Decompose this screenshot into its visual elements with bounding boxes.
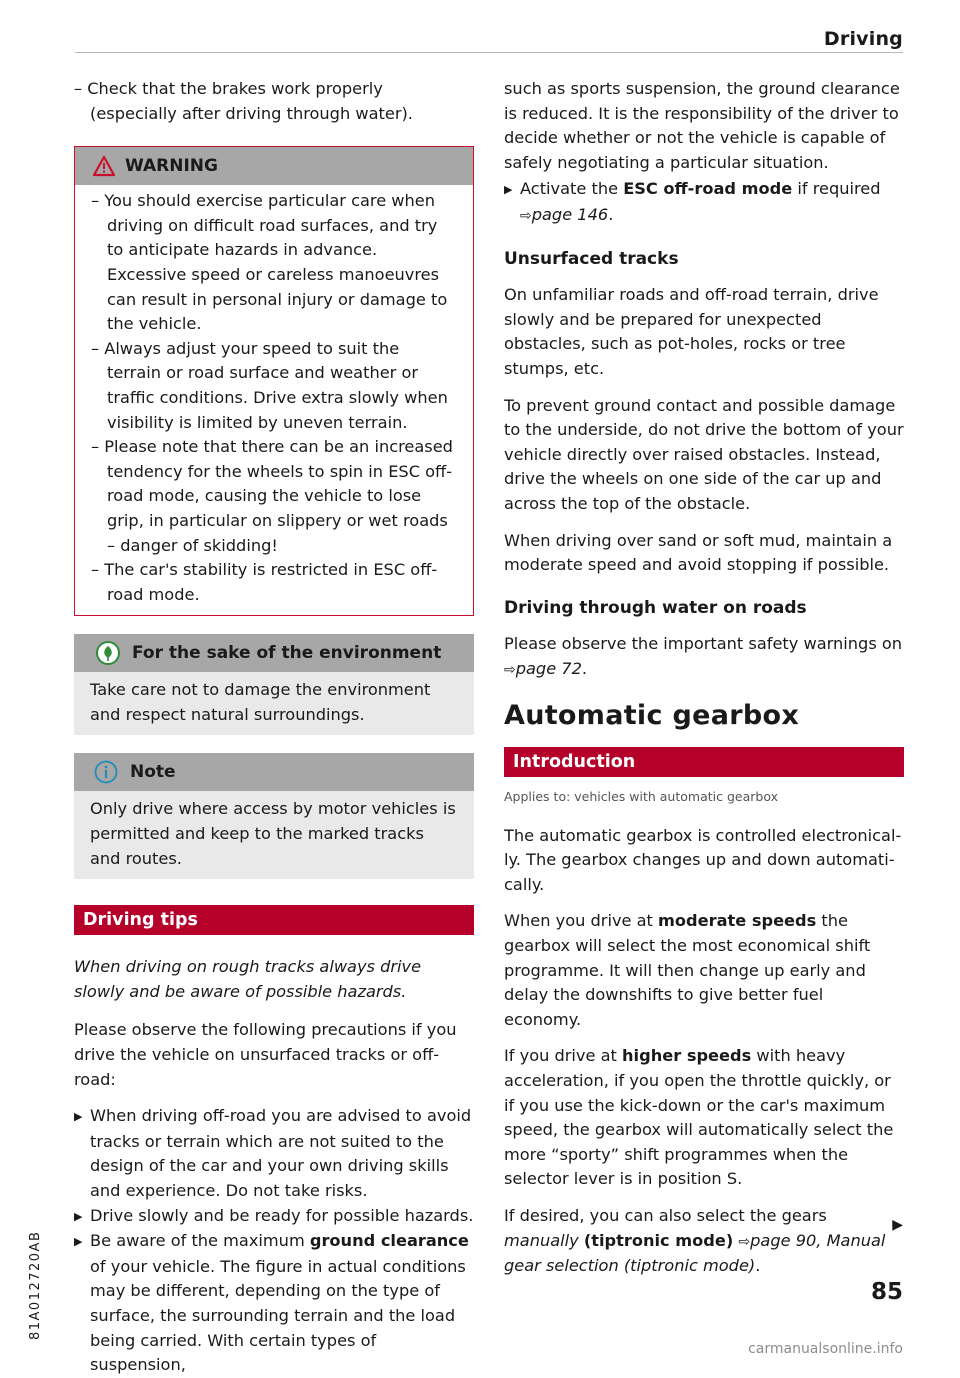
document-code: 81A012720AB — [28, 1230, 43, 1340]
continued-text: such as sports suspension, the ground clearance is reduced. It is the responsibility of the driver to decide whether or not the vehicle is capable of safely negotiating a particular situation. — [504, 79, 900, 172]
header-rule — [75, 52, 903, 53]
running-header: Driving — [823, 28, 903, 50]
bullet-arrow-icon: ▶ — [74, 1209, 83, 1223]
higher-speeds-term: higher speeds — [622, 1046, 752, 1066]
leaf-icon — [96, 641, 120, 665]
step-text: of your vehicle. The figure in actual conditions may be different, depending on the type of surface, the surrounding terrain and the load being carried. With certain types of suspension, — [90, 1256, 466, 1375]
step-item — [74, 1204, 474, 1230]
applies-to: Applies to: vehicles with automatic gearbox — [504, 789, 778, 805]
driving-tips-para: Please observe the following precautions if you drive the vehicle on unsurfaced tracks or offroad: — [74, 1020, 457, 1089]
para-text: with heavy acceleration, if you open the throttle quickly, or if you use the kick-down or the car's maximum speed, the gearbox will automatically select the more “sporty” shift programmes when the selector lever is in position S. — [504, 1046, 894, 1189]
moderate-speeds-para — [504, 909, 904, 1032]
page-reference-link[interactable] — [504, 659, 582, 678]
ground-clearance-term: ground clearance — [309, 1231, 469, 1251]
bullet-arrow-icon: ▶ — [74, 1235, 83, 1249]
environment-box — [74, 634, 474, 735]
water-text: . — [581, 658, 588, 678]
info-icon — [94, 760, 118, 784]
tiptronic-term: (tiptronic mode) — [583, 1230, 734, 1250]
reference-arrow-icon: ⇨ — [520, 207, 532, 224]
para-text: If desired, you can also select the gears — [504, 1205, 827, 1225]
warning-item: – Please note that there can be an increased tendency for the wheels to spin in ESC offroad mode, causing the vehicle to lose grip, in particular on slippery or wet roads – danger of skidding! — [91, 437, 453, 555]
driving-tips-lead: When driving on rough tracks always drive slowly and be aware of possible hazards. — [74, 957, 422, 1001]
brake-check-item: – Check that the brakes work properly (especially after driving through water). — [74, 79, 413, 123]
higher-speeds-para — [504, 1044, 904, 1192]
para-text: . — [755, 1256, 761, 1276]
moderate-speeds-term: moderate speeds — [658, 911, 817, 931]
step-text: if required — [792, 179, 881, 199]
page-reference-link[interactable] — [520, 205, 608, 224]
right-column — [504, 77, 904, 1291]
warning-item: – You should exercise particular care when driving on difficult road surfaces, and try to anticipate hazards in advance. Excessive speed or careless manoeuvres can result in personal injury or damage to the vehicle. — [91, 191, 448, 334]
note-body — [74, 791, 474, 879]
reference-text: page 90, Manual gear selection (tiptronic mode) — [504, 1230, 886, 1276]
heading-unsurfaced-tracks: Unsurfaced tracks — [504, 248, 679, 269]
step-text: When driving off-road you are advised to avoid tracks or terrain which are not suited to the design of the car and your own driving skills and experience. Do not take risks. — [90, 1106, 472, 1200]
watermark: carmanualsonline.info — [748, 1341, 903, 1357]
note-text: Only drive where access by motor vehicles is permitted and keep to the marked tracks and routes. — [90, 799, 456, 868]
esc-offroad-term: ESC off-road mode — [623, 179, 793, 199]
environment-text: Take care not to damage the environment and respect natural surroundings. — [90, 680, 431, 724]
para-text: If you drive at — [504, 1046, 623, 1066]
step-text: Be aware of the maximum — [90, 1231, 310, 1251]
heading-water-roads: Driving through water on roads — [504, 597, 807, 618]
bullet-arrow-icon: ▶ — [504, 183, 513, 197]
environment-header — [74, 634, 474, 672]
step-item — [74, 1229, 474, 1378]
bullet-arrow-icon: ▶ — [74, 1110, 83, 1124]
section-introduction: Introduction — [504, 747, 904, 777]
unsurfaced-para: On unfamiliar roads and off-road terrain, drive slowly and be prepared for unexpected obstacles, such as pot-holes, rocks or tree stumps, etc. — [504, 285, 879, 378]
reference-arrow-icon: ⇨ — [504, 661, 516, 678]
step-item — [74, 1104, 474, 1203]
manually-term: manually — [504, 1230, 579, 1250]
reference-arrow-icon: ⇨ — [738, 1233, 751, 1250]
water-para — [504, 632, 904, 682]
manual-para — [504, 1204, 904, 1279]
unsurfaced-para: When driving over sand or soft mud, maintain a moderate speed and avoid stopping if possible. — [504, 530, 893, 575]
warning-icon — [93, 156, 115, 176]
environment-title: For the sake of the environment — [132, 642, 442, 663]
step-text: Activate the — [520, 179, 624, 199]
left-column — [74, 77, 474, 1378]
environment-body — [74, 672, 474, 735]
step-text: Drive slowly and be ready for possible hazards. — [90, 1205, 474, 1225]
note-box — [74, 753, 474, 879]
intro-para: The automatic gearbox is controlled electronically. The gearbox changes up and down automatically. — [504, 825, 902, 894]
warning-box — [74, 146, 474, 616]
step-item — [504, 177, 904, 228]
heading-automatic-gearbox: Automatic gearbox — [504, 700, 800, 732]
water-text: Please observe the important safety warnings on — [504, 634, 903, 654]
warning-body — [75, 185, 473, 615]
note-header — [74, 753, 474, 791]
note-title: Note — [130, 762, 176, 783]
page-number: 85 — [870, 1279, 903, 1305]
warning-header — [75, 147, 473, 185]
section-driving-tips: Driving tips — [74, 905, 474, 935]
para-text: When you drive at — [504, 911, 659, 931]
warning-item: – The car's stability is restricted in ESC offroad mode. — [91, 560, 438, 604]
reference-text: page 146 — [531, 204, 609, 224]
para-text: the gearbox will select the most economical shift programme. It will then change up early and delay the downshifts to give better fuel economy. — [504, 911, 871, 1029]
step-text: . — [608, 204, 614, 224]
warning-title: WARNING — [125, 155, 218, 176]
unsurfaced-para: To prevent ground contact and possible damage to the underside, do not drive the bottom of your vehicle directly over raised obstacles. Instead, drive the wheels on one side of the car up and across the top of the obstacle. — [504, 395, 904, 513]
warning-item: – Always adjust your speed to suit the terrain or road surface and weather or traffic conditions. Drive extra slowly when visibility is limited by uneven terrain. — [91, 338, 448, 432]
continue-arrow-icon: ▶ — [892, 1217, 903, 1233]
reference-text: page 72 — [515, 658, 582, 678]
